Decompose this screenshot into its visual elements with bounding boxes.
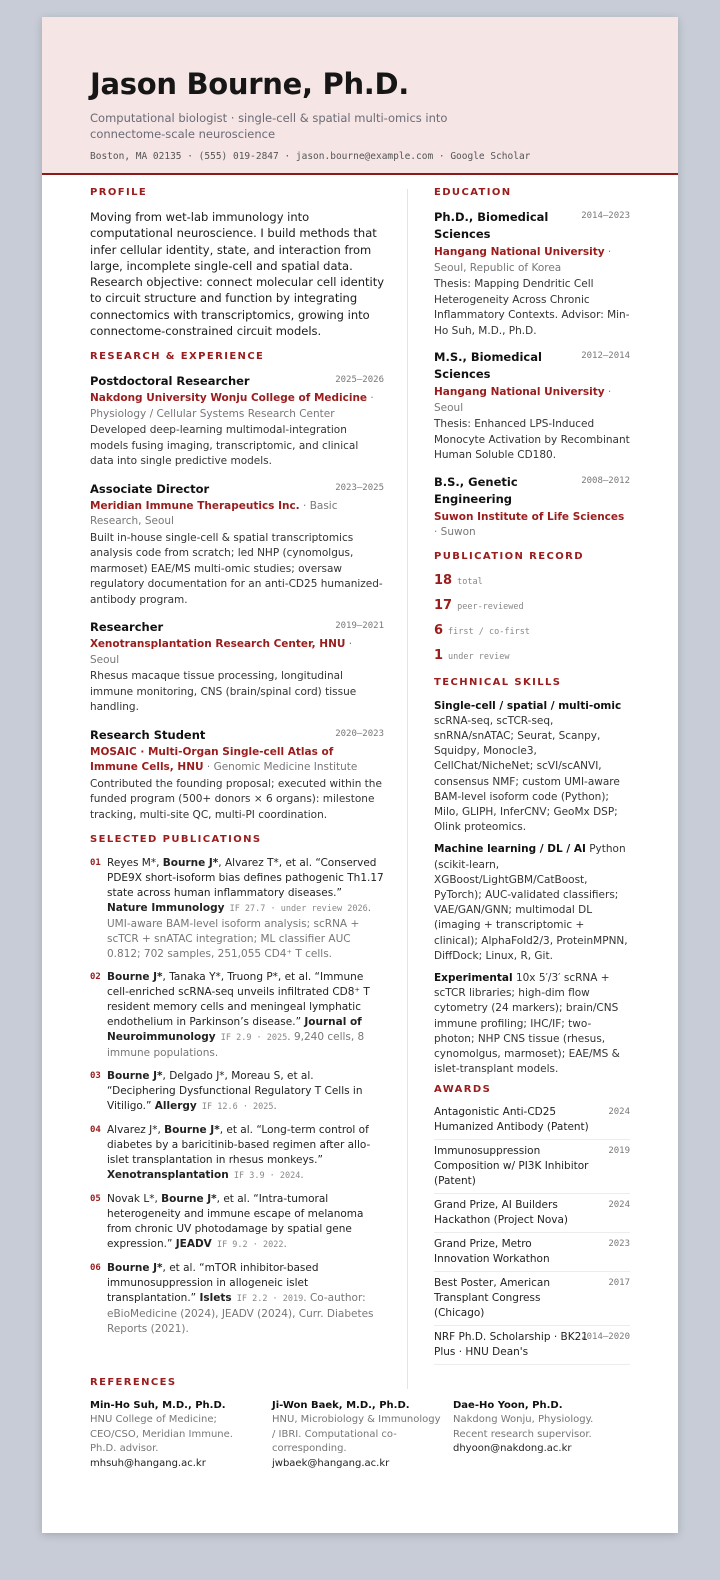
publication-self-author: Bourne J* — [164, 1124, 220, 1137]
skill-group — [434, 971, 630, 1077]
record-label: peer-reviewed — [457, 601, 524, 612]
organization-location: · Genomic Medicine Institute — [206, 761, 358, 774]
job-dates: 2025–2026 — [335, 375, 384, 386]
reference-item — [453, 1399, 625, 1457]
publication-self-author: Bourne J* — [162, 857, 219, 870]
job-description: Rhesus macaque tissue processing, longitudinal immune monitoring, CNS (brain/spinal cord) tissue handling. — [90, 670, 357, 714]
reference-item — [90, 1399, 262, 1471]
skill-heading: Machine learning / DL / AI — [434, 843, 586, 856]
publication-title: , Tanaka Y*, Truong P*, et al. “Immune cell-enriched scRNA-seq unveils infiltrated CD8⁺ T resident memory cells and meningeal lymphatic endothelium in Parkinson’s disease.” — [107, 971, 370, 1029]
award-title: Grand Prize, AI Builders Hackathon (Project Nova) — [434, 1199, 569, 1227]
candidate-name: Jason Bourne, Ph.D. — [90, 67, 409, 101]
organization-location: · Seoul — [90, 638, 353, 666]
thesis-description: Thesis: Mapping Dendritic Cell Heterogeneity Across Chronic Inflammatory Contexts. Advisor: Min-Ho Suh, M.D., Ph.D. — [434, 278, 630, 337]
publication-self-author: Bourne J* — [107, 971, 163, 984]
publication-journal: Journal of Neuroimmunology — [107, 1016, 362, 1044]
award-item — [434, 1140, 630, 1194]
reference-name: Ji-Won Baek, M.D., Ph.D. — [272, 1400, 410, 1411]
award-year: 2023 — [608, 1239, 630, 1250]
reference-email: mhsuh@hangang.ac.kr — [90, 1457, 206, 1469]
award-item — [434, 1272, 630, 1326]
education-header — [434, 349, 630, 383]
skills-list — [434, 699, 630, 1078]
education-item — [434, 349, 630, 464]
record-stat — [434, 568, 630, 593]
job-organization — [90, 637, 384, 668]
publication-meta: IF 2.2 · 2019 — [231, 1294, 304, 1305]
school — [434, 245, 630, 276]
school-name: Hangang National University — [434, 246, 605, 258]
section-title-experience: RESEARCH & EXPERIENCE — [90, 351, 265, 363]
skill-text: Python (scikit-learn, XGBoost/LightGBM/CatBoost, PyTorch); AUC-validated classifiers; VAE/GAN/GNN; multimodal DL (imaging + transcriptomic + clinical); AlphaFold2/3, ProteinMPNN, DiffDock; Linux, R, Git. — [434, 843, 628, 962]
section-title-awards: AWARDS — [434, 1084, 492, 1096]
degree-dates: 2008–2012 — [581, 475, 630, 486]
job-description: Built in-house single-cell & spatial transcriptomics analysis code from scratch; led NHP (cynomolgus, marmoset) EAE/MS multi-omic studies; oversaw regulatory documentation for an anti-CD25 humanized-antibody program. — [90, 531, 383, 606]
school-location: · Seoul — [434, 386, 612, 414]
publication-record — [434, 568, 630, 668]
publication-note: . Co-author: eBioMedicine (2024), JEADV (2024), Curr. Diabetes Reports (2021). — [107, 1292, 374, 1336]
degree-title: M.S., Biomedical Sciences — [434, 350, 542, 381]
publication-authors-pre: Alvarez J*, — [107, 1124, 165, 1137]
degree-dates: 2012–2014 — [581, 351, 630, 361]
references-list — [90, 1399, 630, 1479]
reference-name: Min-Ho Suh, M.D., Ph.D. — [90, 1400, 226, 1411]
record-label: total — [457, 576, 483, 587]
publication-journal: Nature Immunology — [107, 902, 225, 915]
publication-title: , Alvarez T*, et al. “Conserved PDE9X short-isoform bias defines pathogenic Th1.17 state across human inflammatory diseases.” — [107, 857, 384, 900]
publication-meta: IF 9.2 · 2022 — [211, 1240, 284, 1251]
organization-name: Meridian Immune Therapeutics Inc. — [90, 499, 300, 512]
award-year: 2017 — [608, 1278, 630, 1289]
organization-name: Xenotransplantation Research Center, HNU — [90, 638, 346, 651]
school-location: · Seoul, Republic of Korea — [434, 246, 612, 274]
school-location: · Suwon — [434, 526, 476, 538]
section-title-references: REFERENCES — [90, 1377, 177, 1388]
section-title-skills: TECHNICAL SKILLS — [434, 676, 562, 688]
publication-note: . 9,240 cells, 8 immune populations. — [107, 1031, 365, 1060]
profile-text: Moving from wet-lab immunology into computational neuroscience. I build methods that infer cellular identity, state, and interaction from large, incomplete single-cell and spatial data. Research objective: connect molecular cell identity to circuit structure and function by integrating connectomics with transcriptomics, growing into connectome-constrained circuit models. — [90, 210, 385, 339]
publication-meta: IF 27.7 · under review 2026 — [224, 904, 368, 915]
organization-name: Nakdong University Wonju College of Medicine — [90, 392, 368, 405]
publication-journal: Allergy — [154, 1100, 197, 1113]
award-title: Best Poster, American Transplant Congress (Chicago) — [434, 1277, 550, 1320]
publication-title: , et al. “Intra-tumoral heterogeneity and immune escape of melanoma from chronic UV photodamage by spatial gene expression.” — [107, 1193, 364, 1251]
award-title: Immunosuppression Composition w/ PI3K Inhibitor (Patent) — [434, 1145, 589, 1188]
job-title: Researcher — [90, 620, 164, 635]
contact-line: Boston, MA 02135 · (555) 019-2847 · jason.bourne@example.com · Google Scholar — [90, 151, 531, 162]
publication-item — [90, 1192, 384, 1253]
experience-header — [90, 373, 384, 389]
degree-dates: 2014–2023 — [581, 211, 630, 221]
publication-authors-pre: Reyes M*, — [107, 857, 163, 870]
job-dates: 2023–2025 — [335, 482, 384, 493]
experience-header — [90, 619, 384, 635]
publication-item — [90, 1069, 384, 1115]
award-title: NRF Ph.D. Scholarship · BK21 Plus · HNU Dean's — [434, 1331, 588, 1359]
degree-title: B.S., Genetic Engineering — [434, 474, 518, 506]
award-item — [434, 1326, 630, 1365]
skill-group — [434, 699, 630, 836]
job-organization — [90, 499, 384, 530]
experience-item — [90, 373, 384, 470]
reference-item — [272, 1399, 444, 1471]
education-list — [434, 209, 630, 541]
publication-title: , et al. “mTOR inhibitor-based immunosuppression in allogeneic islet transplantation.” — [107, 1262, 319, 1305]
resume-page — [42, 17, 678, 1533]
section-title-profile: PROFILE — [90, 187, 148, 198]
reference-description: HNU College of Medicine; CEO/CSO, Meridian Immune. Ph.D. advisor. — [90, 1414, 233, 1455]
publication-authors-pre: Novak L*, — [107, 1193, 162, 1206]
experience-item — [90, 481, 384, 609]
publication-self-author: Bourne J* — [107, 1262, 163, 1275]
award-item — [434, 1233, 630, 1272]
job-dates: 2019–2021 — [335, 621, 384, 632]
skill-text: scRNA-seq, scTCR-seq, snRNA/snATAC; Seurat, Scanpy, Squidpy, Monocle3, CellChat/NicheNet; scVI/scANVI, consensus NMF; custom UMI-aware BAM-level isoform code (Python); Milo, GLIPH, InferCNV; GeoMx DSP; Olink proteomics. — [434, 714, 620, 834]
experience-list — [90, 373, 384, 823]
award-year: 2019 — [608, 1146, 630, 1157]
skill-heading: Single-cell / spatial / multi-omic — [434, 699, 622, 712]
job-description: Developed deep-learning multimodal-integration models fusing imaging, transcriptomic, and clinical data into single predictive models. — [90, 424, 359, 468]
record-stat — [434, 593, 630, 618]
reference-description: Nakdong Wonju, Physiology. Recent research supervisor. — [453, 1414, 594, 1440]
school — [434, 385, 630, 416]
publication-number: 03 — [90, 1071, 101, 1082]
record-stat — [434, 643, 630, 668]
publication-title: , Delgado J*, Moreau S, et al. “Deciphering Dysfunctional Regulatory T Cells in Vitiligo.” — [107, 1070, 363, 1113]
publication-number: 06 — [90, 1263, 101, 1274]
job-description: Contributed the founding proposal; executed within the funded program (500+ donors × 6 organs): milestone tracking, multi-site QC, multi-PI coordination. — [90, 777, 382, 821]
record-label: under review — [448, 651, 510, 662]
publication-meta: IF 2.9 · 2025 — [215, 1033, 288, 1044]
experience-item — [90, 727, 384, 824]
degree-title: Ph.D., Biomedical Sciences — [434, 210, 549, 241]
education-header — [434, 209, 630, 243]
job-organization — [90, 745, 384, 776]
publication-item — [90, 856, 384, 962]
record-count: 6 — [434, 622, 444, 638]
school — [434, 510, 630, 541]
awards-list — [434, 1101, 630, 1365]
record-count: 18 — [434, 572, 453, 588]
publication-number: 01 — [90, 858, 101, 869]
record-label: first / co-first — [448, 626, 530, 637]
reference-description: HNU, Microbiology & Immunology / IBRI. Computational co-corresponding. — [272, 1414, 441, 1455]
experience-header — [90, 481, 384, 497]
section-title-record: PUBLICATION RECORD — [434, 550, 584, 562]
award-title: Grand Prize, Metro Innovation Workathon — [434, 1238, 550, 1266]
publication-note: . UMI-aware BAM-level isoform analysis; scRNA + scTCR + snATAC integration; ML classifier AUC 0.812; 702 samples, 251,055 CD4⁺ T cells. — [107, 902, 372, 961]
education-item — [434, 474, 630, 541]
job-dates: 2020–2023 — [335, 728, 384, 739]
resume-body — [42, 187, 678, 1387]
award-year: 2024 — [608, 1200, 630, 1211]
left-column — [90, 187, 384, 1345]
experience-item — [90, 619, 384, 716]
organization-name: MOSAIC · Multi-Organ Single-cell Atlas of Immune Cells, HNU — [90, 745, 334, 774]
publication-self-author: Bourne J* — [107, 1070, 163, 1083]
publication-journal: JEADV — [175, 1238, 212, 1251]
publication-item — [90, 970, 384, 1061]
publication-note: . — [300, 1169, 304, 1182]
award-year: 2024 — [608, 1107, 630, 1118]
education-item — [434, 209, 630, 339]
publication-number: 02 — [90, 972, 101, 983]
publication-meta: IF 12.6 · 2025 — [196, 1102, 274, 1113]
column-divider — [407, 189, 408, 1389]
award-title: Antagonistic Anti-CD25 Humanized Antibody (Patent) — [434, 1106, 589, 1134]
publication-note: . — [283, 1238, 287, 1251]
reference-name: Dae-Ho Yoon, Ph.D. — [453, 1400, 563, 1411]
skill-group — [434, 842, 630, 964]
reference-email: jwbaek@hangang.ac.kr — [272, 1457, 390, 1469]
right-column — [434, 187, 630, 1365]
publication-journal: Xenotransplantation — [107, 1169, 229, 1182]
publication-list — [90, 856, 384, 1337]
section-title-education: EDUCATION — [434, 187, 512, 198]
record-stat — [434, 618, 630, 643]
organization-location: · Basic Research, Seoul — [90, 499, 338, 528]
record-count: 17 — [434, 597, 453, 613]
reference-email: dhyoon@nakdong.ac.kr — [453, 1443, 572, 1455]
school-name: Suwon Institute of Life Sciences — [434, 510, 625, 523]
school-name: Hangang National University — [434, 386, 605, 398]
skill-heading: Experimental — [434, 971, 513, 984]
publication-item — [90, 1261, 384, 1337]
organization-location: · Physiology / Cellular Systems Research Center — [90, 392, 374, 420]
thesis-description: Thesis: Enhanced LPS-Induced Monocyte Activation by Recombinant Human Soluble CD180. — [434, 418, 630, 461]
publication-title: , et al. “Long-term control of diabetes by a baricitinib-based regimen after allo-islet transplantation in rhesus monkeys.” — [107, 1124, 371, 1167]
job-title: Postdoctoral Researcher — [90, 374, 250, 389]
publication-journal: Islets — [199, 1292, 232, 1305]
section-title-publications: SELECTED PUBLICATIONS — [90, 834, 262, 846]
job-title: Associate Director — [90, 481, 210, 496]
publication-number: 04 — [90, 1125, 101, 1136]
publication-number: 05 — [90, 1194, 101, 1205]
tagline: Computational biologist · single-cell & spatial multi-omics into connectome-scale neuroscience — [90, 111, 448, 141]
award-item — [434, 1194, 630, 1233]
resume-header — [42, 17, 678, 175]
education-header — [434, 474, 630, 508]
skill-text: 10x 5′/3′ scRNA + scTCR libraries; high-dim flow cytometry (24 markers); brain/CNS immune profiling; IHC/IF; two-photon; NHP CNS tissue (rhesus, cynomolgus, marmoset); EAE/MS & islet-transplant models. — [434, 971, 620, 1076]
publication-meta: IF 3.9 · 2024 — [228, 1171, 301, 1182]
references-section — [90, 1377, 630, 1479]
record-count: 1 — [434, 647, 444, 663]
award-year: 2014–2020 — [581, 1332, 630, 1343]
award-item — [434, 1101, 630, 1140]
experience-header — [90, 727, 384, 743]
publication-note: . — [273, 1100, 277, 1113]
job-title: Research Student — [90, 727, 206, 742]
publication-self-author: Bourne J* — [161, 1193, 217, 1206]
publication-item — [90, 1123, 384, 1184]
job-organization — [90, 391, 384, 422]
